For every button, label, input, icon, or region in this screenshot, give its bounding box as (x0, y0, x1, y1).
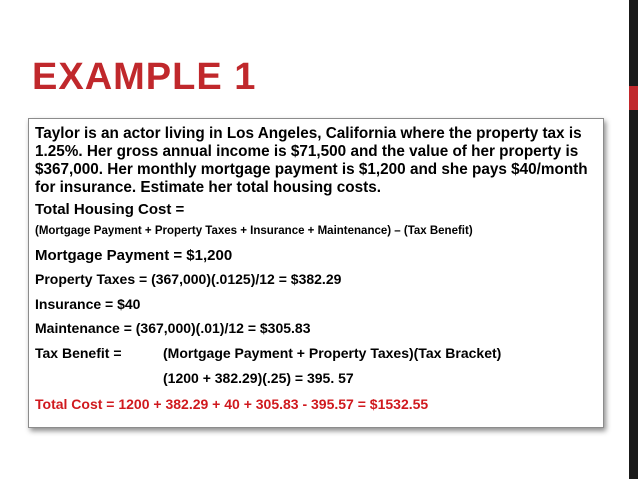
property-taxes-line: Property Taxes = (367,000)(.0125)/12 = $382.29 (35, 271, 342, 287)
mortgage-payment-line: Mortgage Payment = $1,200 (35, 247, 233, 264)
tax-benefit-calculation: (1200 + 382.29)(.25) = 395. 57 (163, 370, 354, 386)
slide-side-bar (629, 0, 638, 479)
insurance-line: Insurance = $40 (35, 296, 141, 312)
tax-benefit-line (35, 345, 501, 361)
total-cost-line: Total Cost = 1200 + 382.29 + 40 + 305.83 - 395.57 = $1532.55 (35, 396, 429, 412)
housing-cost-formula: (Mortgage Payment + Property Taxes + Insurance + Maintenance) – (Tax Benefit) (35, 225, 473, 237)
content-box (28, 118, 604, 428)
tax-benefit-label: Tax Benefit = (35, 345, 122, 361)
total-housing-cost-label: Total Housing Cost = (35, 201, 185, 218)
tax-benefit-formula: (Mortgage Payment + Property Taxes)(Tax Bracket) (163, 345, 502, 361)
slide-side-accent (629, 86, 638, 110)
maintenance-line: Maintenance = (367,000)(.01)/12 = $305.83 (35, 320, 311, 336)
problem-statement: Taylor is an actor living in Los Angeles, California where the property tax is 1.25%. Her gross annual income is $71,500 and the value of her property is $367,000. Her monthly mortgage payment is $1,200 and she pays $40/month for insurance. Estimate her total housing costs. (35, 125, 588, 196)
slide-title: EXAMPLE 1 (32, 56, 257, 98)
